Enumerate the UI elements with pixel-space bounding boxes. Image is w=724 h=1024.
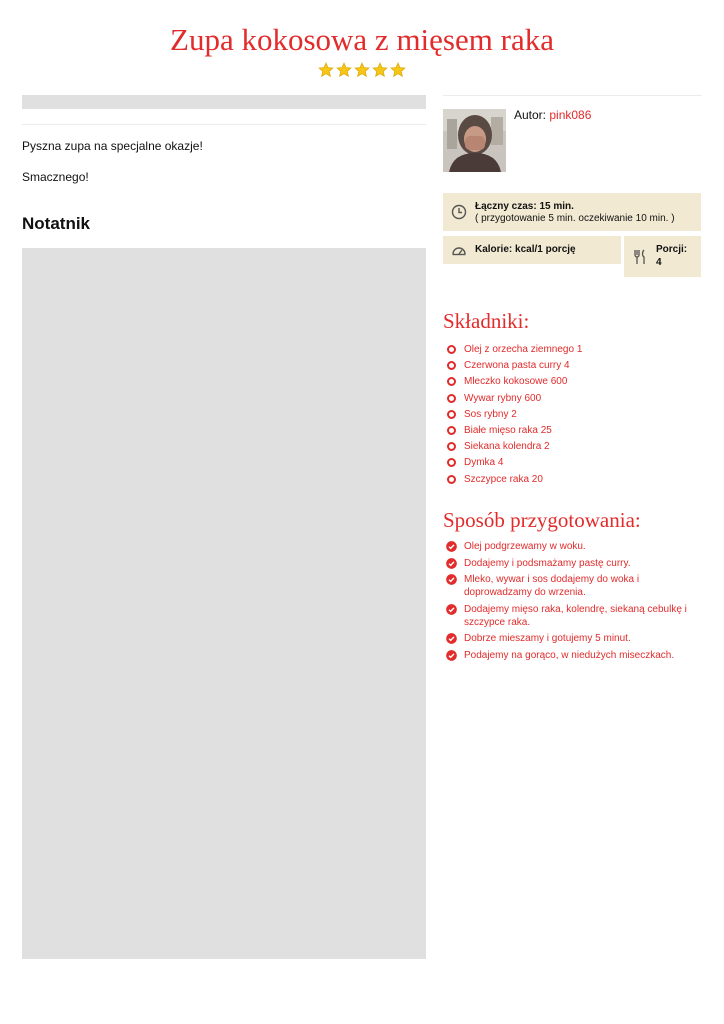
author <box>514 108 591 122</box>
check-circle-icon <box>446 574 457 585</box>
star-icon <box>372 62 388 78</box>
bullet-icon <box>447 377 456 386</box>
ingredient-item <box>445 343 701 359</box>
ingredient-text: Dymka 4 <box>464 457 504 469</box>
steps-list <box>445 540 701 665</box>
bullet-icon <box>447 394 456 403</box>
avatar-photo <box>443 109 506 172</box>
bullet-icon <box>447 475 456 484</box>
step-text: Dodajemy i podsmażamy pastę curry. <box>464 557 631 569</box>
time-breakdown: ( przygotowanie 5 min. oczekiwanie 10 min. ) <box>475 213 675 224</box>
ingredient-item <box>445 392 701 408</box>
step-item <box>445 649 701 662</box>
portions-label: Porcji: <box>656 244 688 255</box>
ingredient-text: Sos rybny 2 <box>464 408 517 420</box>
step-item <box>445 603 701 629</box>
star-icon <box>336 62 352 78</box>
ingredient-item <box>445 408 701 424</box>
ingredient-item <box>445 440 701 456</box>
ingredients-list <box>445 343 701 489</box>
star-icon <box>390 62 406 78</box>
cutlery-icon <box>633 249 647 265</box>
ingredient-item <box>445 473 701 489</box>
step-item <box>445 557 701 570</box>
total-time-panel <box>443 193 701 231</box>
ingredient-item <box>445 375 701 391</box>
divider <box>22 124 426 125</box>
portions-value: 4 <box>656 257 662 268</box>
bullet-icon <box>447 442 456 451</box>
rating-stars <box>0 62 724 78</box>
recipe-description: Pyszna zupa na specjalne okazje! <box>22 139 203 153</box>
steps-title: Sposób przygotowania: <box>443 508 641 532</box>
ingredient-text: Olej z orzecha ziemnego 1 <box>464 344 583 355</box>
step-text: Olej podgrzewamy w woku. <box>464 541 586 552</box>
author-avatar[interactable] <box>443 109 506 172</box>
author-name-link[interactable]: pink086 <box>549 108 592 122</box>
ingredient-text: Szczypce raka 20 <box>464 473 543 485</box>
ingredient-text: Mleczko kokosowe 600 <box>464 376 568 388</box>
bullet-icon <box>447 426 456 435</box>
ingredient-item <box>445 424 701 440</box>
step-item <box>445 540 701 553</box>
ingredient-text: Siekana kolendra 2 <box>464 441 550 453</box>
check-circle-icon <box>446 604 457 615</box>
step-text: Dodajemy mięso raka, kolendrę, siekaną cebulkę i szczypce raka. <box>464 603 687 628</box>
total-time: Łączny czas: 15 min. <box>475 201 574 212</box>
ingredient-item <box>445 359 701 375</box>
image-placeholder-bar <box>22 95 426 109</box>
calories-panel <box>443 236 621 264</box>
author-label: Autor: <box>514 108 547 122</box>
bullet-icon <box>447 458 456 467</box>
ingredient-text: Wywar rybny 600 <box>464 392 542 404</box>
notes-area[interactable] <box>22 248 426 959</box>
check-circle-icon <box>446 650 457 661</box>
ingredient-item <box>445 456 701 472</box>
step-text: Mleko, wywar i sos dodajemy do woka i doprowadzamy do wrzenia. <box>464 574 640 598</box>
clock-icon <box>451 204 467 220</box>
step-item <box>445 632 701 645</box>
notes-title: Notatnik <box>22 214 90 233</box>
check-circle-icon <box>446 633 457 644</box>
portions-panel <box>624 236 701 277</box>
calories: Kalorie: kcal/1 porcję <box>475 244 576 255</box>
star-icon <box>354 62 370 78</box>
gauge-icon <box>451 242 467 258</box>
step-text: Dobrze mieszamy i gotujemy 5 minut. <box>464 633 631 644</box>
recipe-title: Zupa kokosowa z mięsem raka <box>170 22 554 57</box>
step-text: Podajemy na gorąco, w niedużych miseczkach. <box>464 649 675 661</box>
ingredients-title: Składniki: <box>443 309 530 333</box>
bullet-icon <box>447 345 456 354</box>
bullet-icon <box>447 410 456 419</box>
step-item <box>445 573 701 599</box>
divider <box>443 95 702 96</box>
recipe-closing: Smacznego! <box>22 170 89 184</box>
star-icon <box>318 62 334 78</box>
check-circle-icon <box>446 558 457 569</box>
ingredient-text: Białe mięso raka 25 <box>464 424 552 436</box>
ingredient-text: Czerwona pasta curry 4 <box>464 360 570 372</box>
check-circle-icon <box>446 541 457 552</box>
bullet-icon <box>447 361 456 370</box>
